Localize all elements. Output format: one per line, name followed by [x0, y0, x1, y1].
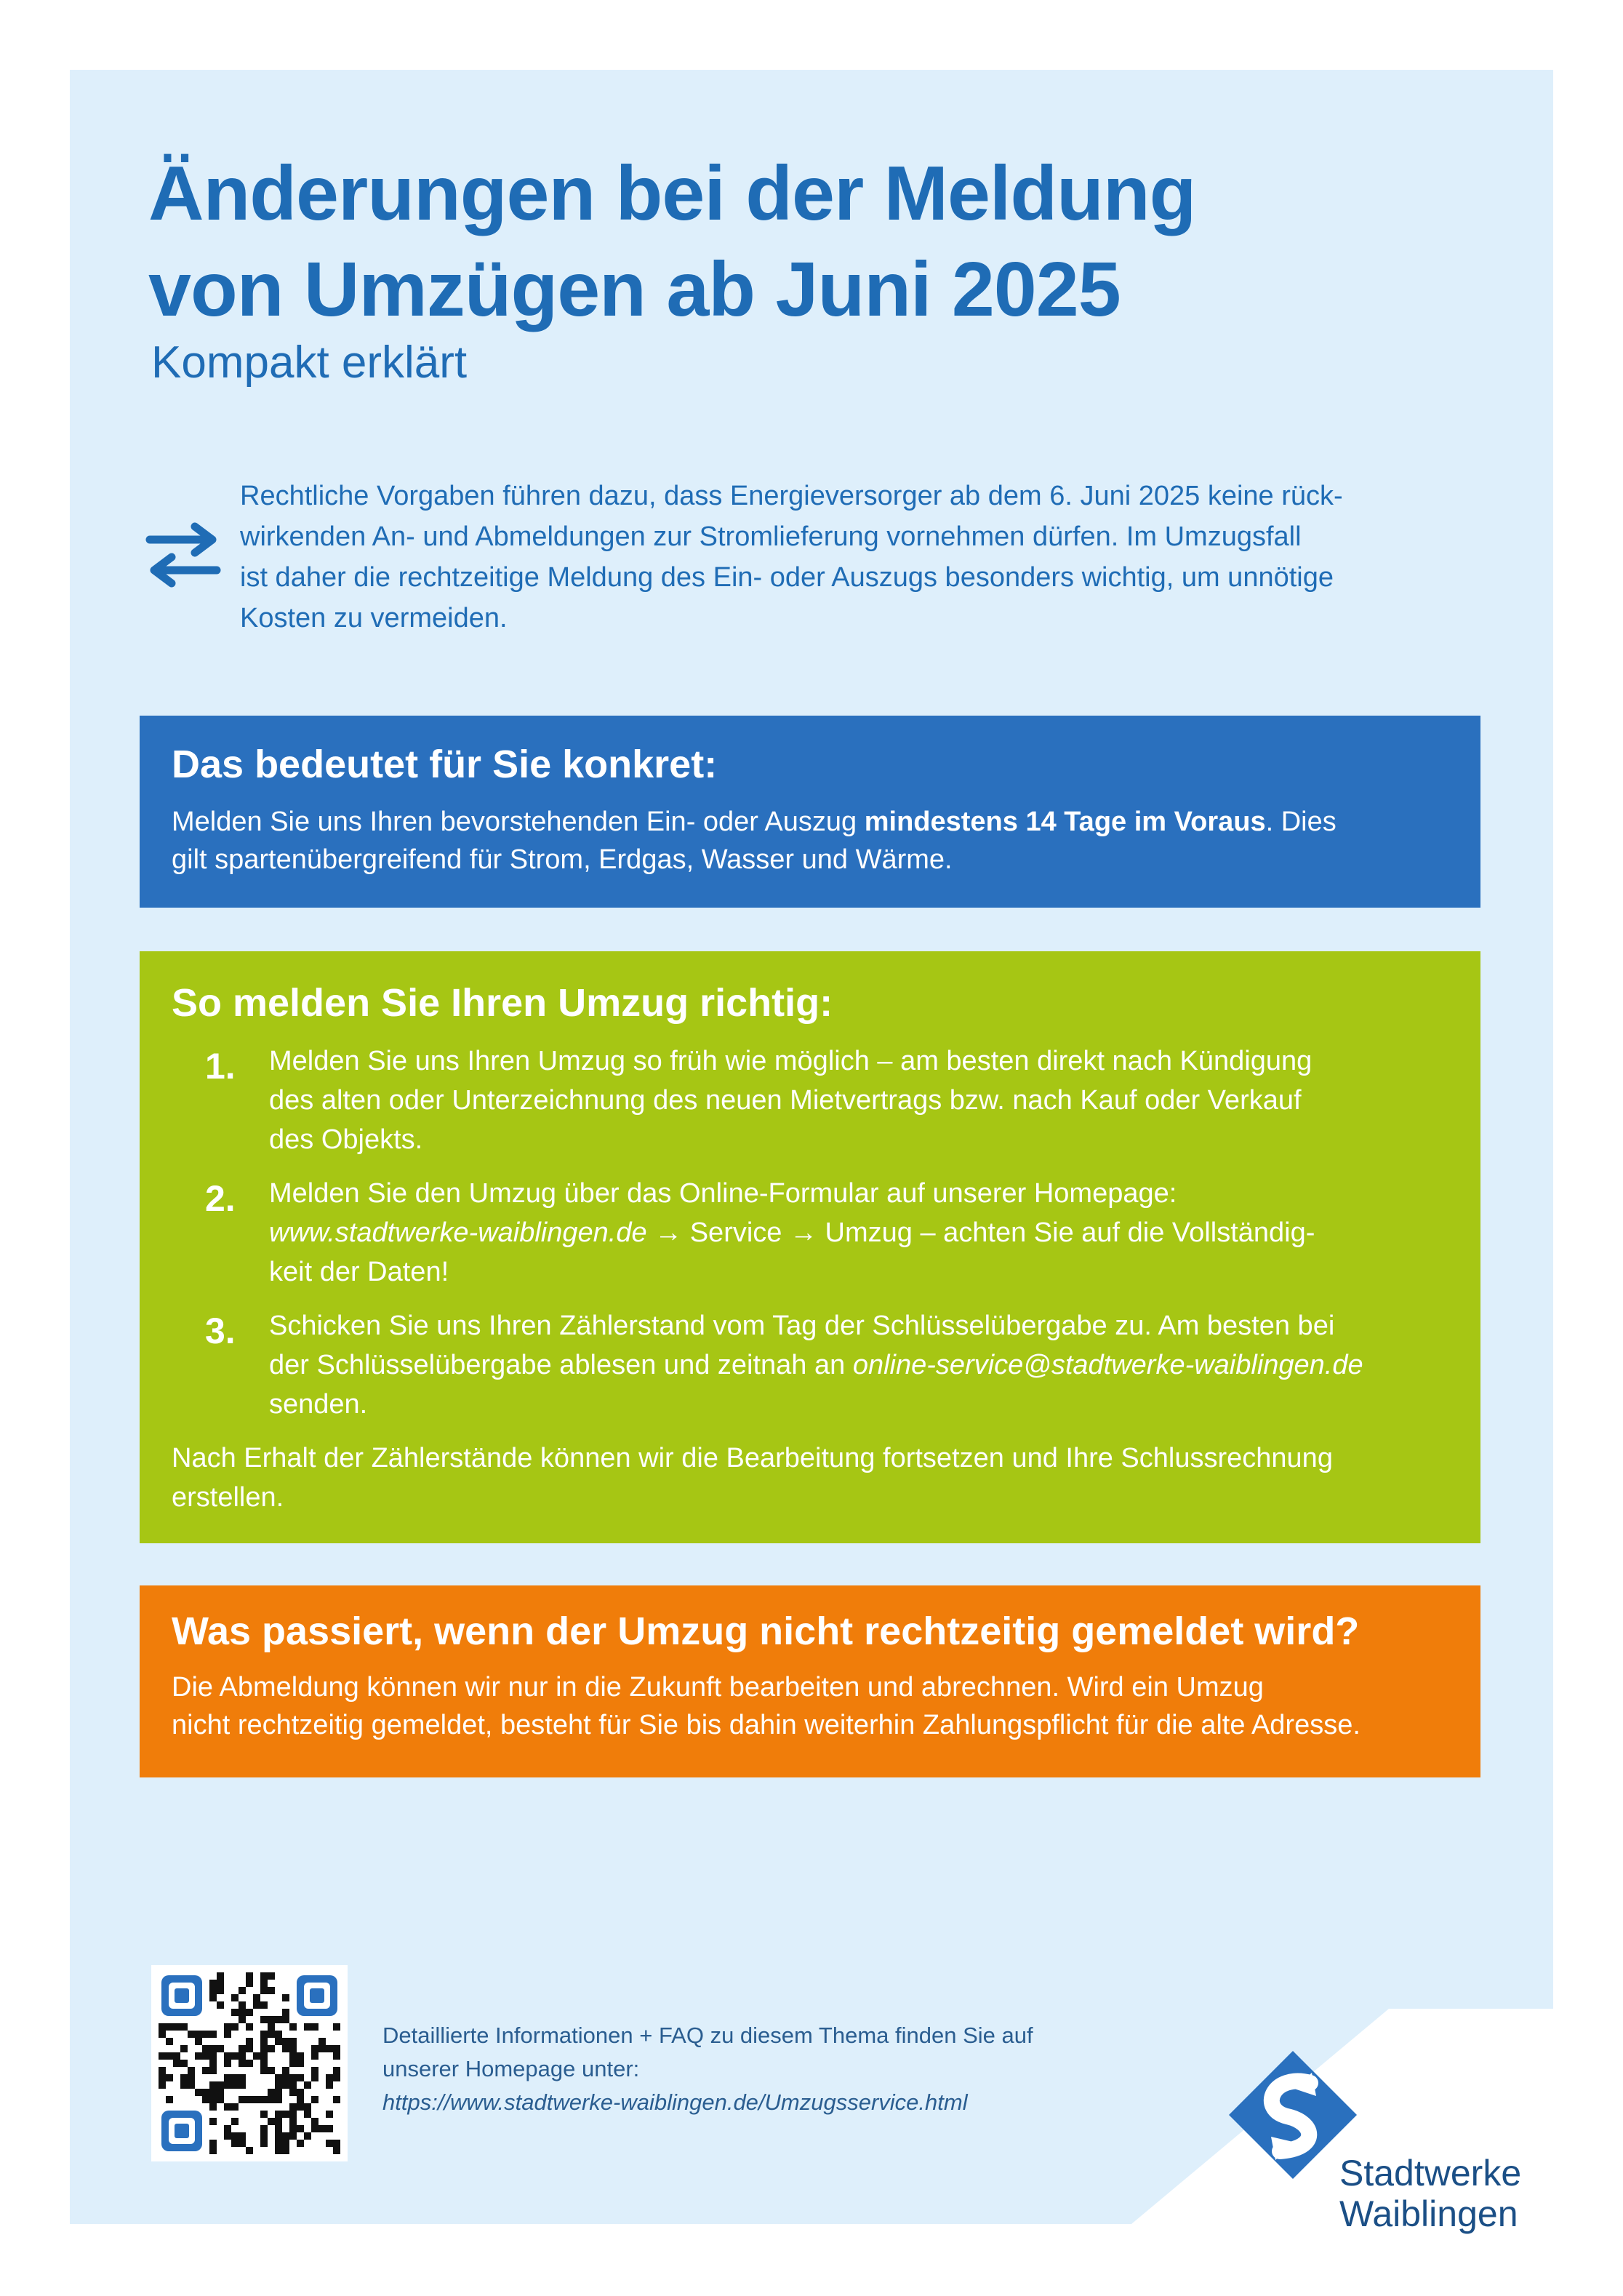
homepage-link[interactable]: www.stadtwerke-waiblingen.de	[269, 1217, 647, 1248]
service-email-link[interactable]: online-service@stadtwerke-waiblingen.de	[852, 1350, 1363, 1380]
logo-line-1: Stadtwerke	[1339, 2153, 1522, 2193]
step-1-line-3: des Objekts.	[269, 1124, 423, 1155]
page-subtitle: Kompakt erklärt	[151, 337, 468, 388]
concrete-text-bold: mindestens 14 Tage im Voraus	[864, 807, 1266, 837]
late-text	[172, 1668, 1448, 1744]
step-1-line-1: Melden Sie uns Ihren Umzug so früh wie möglich – am besten direkt nach Kündigung	[269, 1046, 1313, 1076]
howto-footer-line-2: erstellen.	[172, 1482, 284, 1513]
step-2-line-1: Melden Sie den Umzug über das Online-Formular auf unserer Homepage:	[269, 1178, 1177, 1209]
step-3-line-2: der Schlüsselübergabe ablesen und zeitnah an	[269, 1350, 853, 1380]
umzugsservice-link[interactable]: https://www.stadtwerke-waiblingen.de/Umzugsservice.html	[382, 2089, 968, 2115]
step-item	[172, 1306, 1448, 1424]
logo-wordmark	[1339, 2153, 1521, 2234]
step-item	[172, 1174, 1448, 1292]
step-3-line-1: Schicken Sie uns Ihren Zählerstand vom Tag der Schlüsselübergabe zu. Am besten bei	[269, 1311, 1335, 1341]
late-heading: Was passiert, wenn der Umzug nicht rechtzeitig gemeldet wird?	[172, 1609, 1360, 1653]
step-2-line-2: → Service → Umzug – achten Sie auf die Vollständig-	[646, 1217, 1315, 1248]
late-text-line-1: Die Abmeldung können wir nur in die Zukunft bearbeiten und abrechnen. Wird ein Umzug	[172, 1672, 1264, 1703]
concrete-text	[172, 803, 1448, 879]
title-line-1: Änderungen bei der Meldung	[148, 151, 1196, 236]
intro-line-1: Rechtliche Vorgaben führen dazu, dass Energieversorger ab dem 6. Juni 2025 keine rück-	[240, 481, 1343, 511]
concrete-text-line-2: gilt spartenübergreifend für Strom, Erdgas, Wasser und Wärme.	[172, 844, 953, 875]
info-line-2: unserer Homepage unter:	[382, 2056, 640, 2081]
concrete-heading: Das bedeutet für Sie konkret:	[172, 743, 718, 786]
step-1-line-2: des alten oder Unterzeichnung des neuen Mietvertrags bzw. nach Kauf oder Verkauf	[269, 1085, 1302, 1116]
howto-footer-line-1: Nach Erhalt der Zählerstände können wir die Bearbeitung fortsetzen und Ihre Schlussrechnung	[172, 1443, 1333, 1473]
step-number: 1.	[205, 1046, 236, 1087]
concrete-text-start: Melden Sie uns Ihren bevorstehenden Ein- oder Auszug	[172, 807, 865, 837]
concrete-info-box	[140, 716, 1480, 908]
intro-line-4: Kosten zu vermeiden.	[240, 603, 508, 633]
step-text	[269, 1041, 1448, 1159]
info-line-1: Detaillierte Informationen + FAQ zu diesem Thema finden Sie auf	[382, 2023, 1033, 2048]
step-text	[269, 1306, 1448, 1424]
qr-code-icon[interactable]	[151, 1965, 348, 2161]
swap-arrows-icon	[145, 521, 221, 589]
more-info-text	[382, 2019, 1182, 2119]
howto-footer-text	[172, 1439, 1448, 1517]
intro-line-2: wirkenden An- und Abmeldungen zur Stromlieferung vornehmen dürfen. Im Umzugsfall	[240, 521, 1302, 552]
intro-line-3: ist daher die rechtzeitige Meldung des Ein- oder Auszugs besonders wichtig, um unnötige	[240, 562, 1334, 593]
concrete-text-end: . Dies	[1265, 807, 1337, 837]
page-title	[148, 145, 1457, 337]
step-item	[172, 1041, 1448, 1159]
step-2-line-3: keit der Daten!	[269, 1257, 449, 1287]
logo-line-2: Waiblingen	[1339, 2193, 1518, 2234]
late-report-box	[140, 1585, 1480, 1777]
step-text	[269, 1174, 1448, 1292]
step-number: 3.	[205, 1311, 236, 1351]
intro-text	[240, 476, 1476, 639]
late-text-line-2: nicht rechtzeitig gemeldet, besteht für Sie bis dahin weiterhin Zahlungspflicht für die alte Adresse.	[172, 1710, 1360, 1740]
steps-list	[172, 1041, 1448, 1424]
howto-box	[140, 951, 1480, 1543]
step-3-line-3: senden.	[269, 1389, 368, 1420]
title-line-2: von Umzügen ab Juni 2025	[148, 247, 1121, 332]
howto-heading: So melden Sie Ihren Umzug richtig:	[172, 981, 833, 1025]
step-number: 2.	[205, 1178, 236, 1219]
